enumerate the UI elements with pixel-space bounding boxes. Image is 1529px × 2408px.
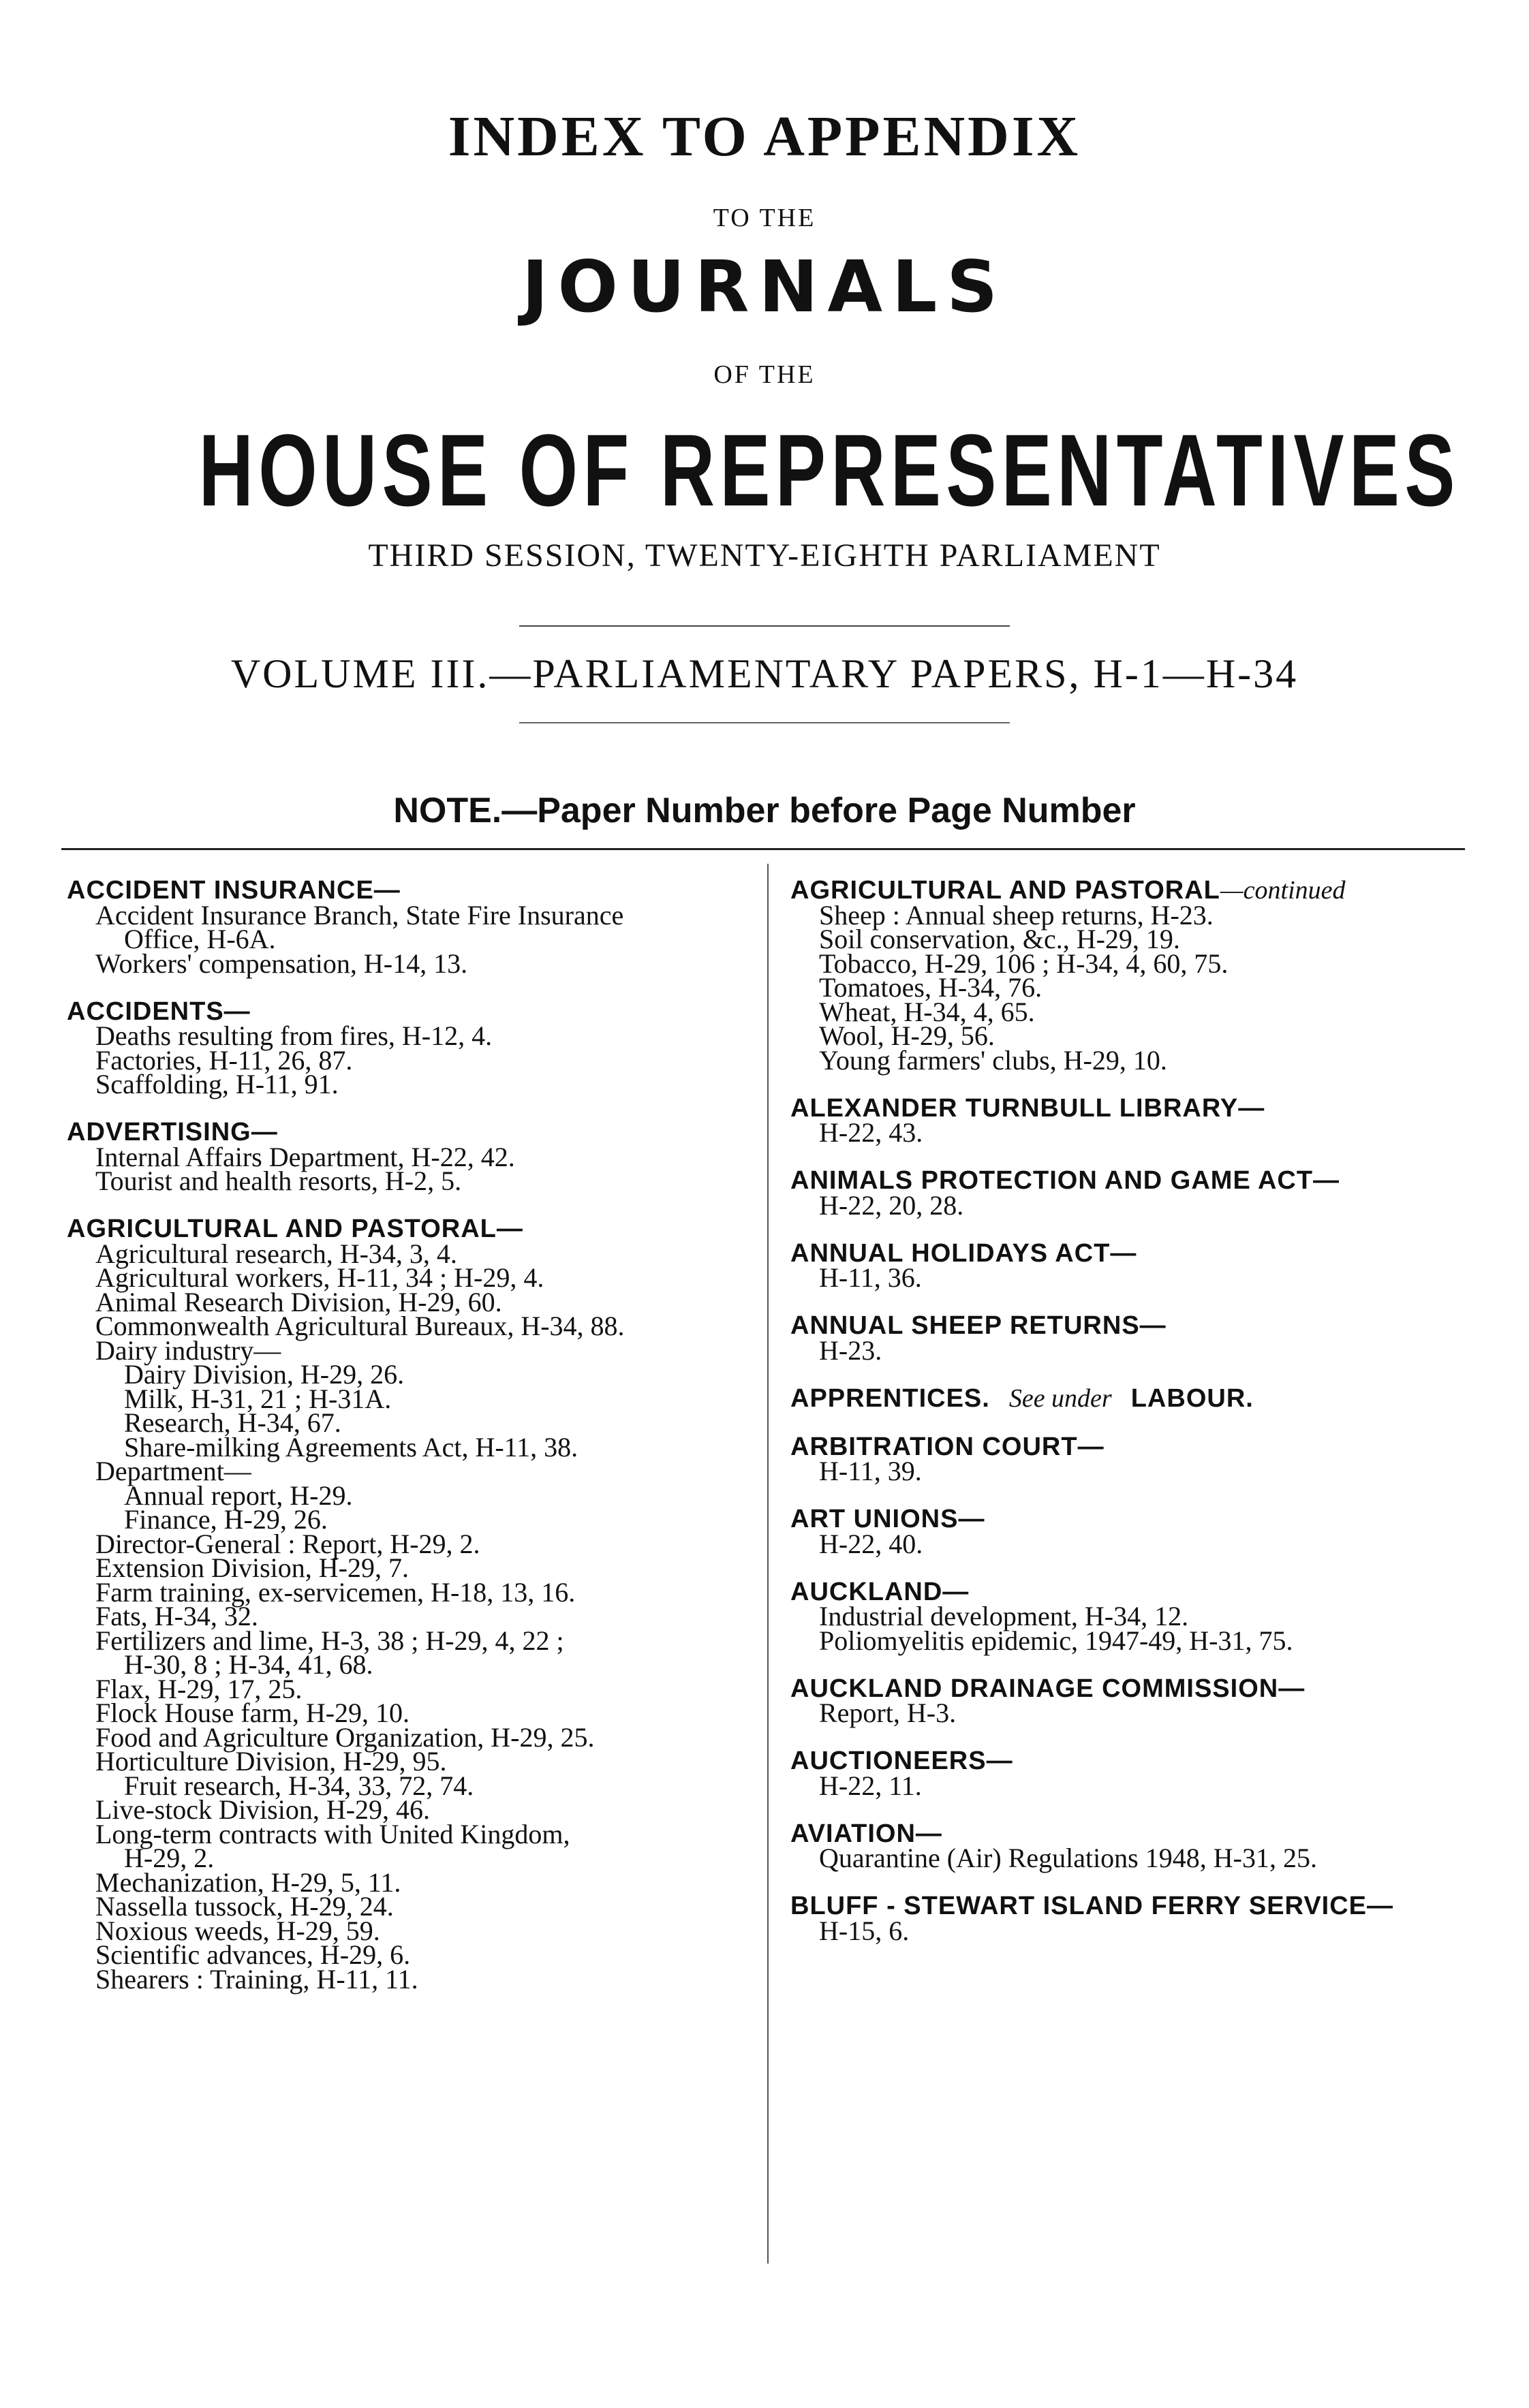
- entry: Noxious weeds, H-29, 59.: [95, 1915, 380, 1946]
- heading-auckland: AUCKLAND—: [790, 1577, 970, 1606]
- heading-accident-insurance: ACCIDENT INSURANCE—: [67, 876, 401, 905]
- entry: H-23.: [819, 1334, 882, 1366]
- entry: Tourist and health resorts, H-2, 5.: [95, 1166, 462, 1196]
- entry: Fats, H-34, 32.: [95, 1601, 258, 1631]
- left-column: [67, 876, 789, 1995]
- entry: Research, H-34, 67.: [124, 1407, 341, 1438]
- entry: Accident Insurance Branch, State Fire Insurance: [95, 899, 624, 931]
- entry: H-22, 40.: [819, 1528, 923, 1559]
- entry: Young farmers' clubs, H-29, 10.: [819, 1044, 1167, 1076]
- entry: Long-term contracts with United Kingdom,: [95, 1818, 570, 1849]
- entry: Industrial development, H-34, 12.: [819, 1601, 1189, 1631]
- heading-arbitration-court: ARBITRATION COURT—: [790, 1432, 1105, 1461]
- heading-annual-holidays: ANNUAL HOLIDAYS ACT—: [790, 1238, 1137, 1268]
- entry: Milk, H-31, 21 ; H-31A.: [124, 1383, 392, 1414]
- entry: Nassella tussock, H-29, 24.: [95, 1891, 394, 1922]
- entry: Commonwealth Agricultural Bureaux, H-34, 88.: [95, 1311, 625, 1341]
- house-title: HOUSE OF REPRESENTATIVES: [198, 413, 1460, 527]
- note-line: NOTE.—Paper Number before Page Number: [393, 791, 1136, 830]
- heading-annual-sheep-returns: ANNUAL SHEEP RETURNS—: [790, 1311, 1167, 1340]
- entry: Quarantine (Air) Regulations 1948, H-31, 25.: [819, 1843, 1317, 1873]
- entry: Extension Division, H-29, 7.: [95, 1552, 409, 1583]
- entry: Wool, H-29, 56.: [819, 1020, 995, 1051]
- heading-bluff-ferry: BLUFF - STEWART ISLAND FERRY SERVICE—: [790, 1892, 1394, 1920]
- heading-advertising: ADVERTISING—: [67, 1118, 278, 1146]
- entry: H-22, 11.: [819, 1770, 922, 1801]
- entry: Fertilizers and lime, H-3, 38 ; H-29, 4, 22 ;: [95, 1625, 564, 1656]
- entry: Animal Research Division, H-29, 60.: [95, 1286, 502, 1317]
- entry: H-22, 43.: [819, 1117, 923, 1148]
- entry: Agricultural research, H-34, 3, 4.: [95, 1238, 457, 1269]
- right-column: [790, 876, 1513, 1946]
- entry: H-29, 2.: [124, 1843, 215, 1873]
- entry: Poliomyelitis epidemic, 1947-49, H-31, 75.: [819, 1625, 1293, 1656]
- entry: Flock House farm, H-29, 10.: [95, 1698, 410, 1728]
- entry: Mechanization, H-29, 5, 11.: [95, 1866, 401, 1898]
- session-line: THIRD SESSION, TWENTY-EIGHTH PARLIAMENT: [368, 537, 1161, 574]
- heading-turnbull-library: ALEXANDER TURNBULL LIBRARY—: [790, 1093, 1265, 1123]
- entry: H-30, 8 ; H-34, 41, 68.: [124, 1649, 373, 1680]
- entry: Report, H-3.: [819, 1698, 957, 1728]
- entry: H-22, 20, 28.: [819, 1189, 964, 1221]
- cross-reference: LABOUR.: [1130, 1383, 1254, 1413]
- entry: Department—: [95, 1456, 251, 1486]
- heading-accidents: ACCIDENTS—: [67, 997, 251, 1026]
- entry: Dairy industry—: [95, 1334, 281, 1366]
- entry: Annual report, H-29.: [124, 1480, 353, 1511]
- entry: Shearers : Training, H-11, 11.: [95, 1963, 418, 1995]
- entry: Office, H-6A.: [124, 924, 276, 954]
- heading-aviation: AVIATION—: [790, 1819, 942, 1848]
- continued-label: —continued: [1220, 876, 1346, 905]
- entry: Scientific advances, H-29, 6.: [95, 1939, 411, 1970]
- see-under-label: See under: [1008, 1383, 1112, 1413]
- entry: Dairy Division, H-29, 26.: [124, 1359, 405, 1390]
- divider-top: [519, 625, 1010, 627]
- entry: Food and Agriculture Organization, H-29, 25.: [95, 1721, 595, 1753]
- volume-line: VOLUME III.—PARLIAMENTARY PAPERS, H-1—H-34: [230, 651, 1299, 696]
- heading-auctioneers: AUCTIONEERS—: [790, 1747, 1013, 1775]
- entry: Agricultural workers, H-11, 34 ; H-29, 4.: [95, 1262, 544, 1293]
- title-to-the: TO THE: [713, 204, 816, 232]
- entry: H-15, 6.: [819, 1915, 910, 1946]
- entry: Wheat, H-34, 4, 65.: [819, 996, 1035, 1027]
- entry: Finance, H-29, 26.: [124, 1504, 328, 1535]
- journals-title: JOURNALS: [521, 245, 1008, 328]
- heading-agricultural: AGRICULTURAL AND PASTORAL—: [67, 1215, 523, 1243]
- entry: Sheep : Annual sheep returns, H-23.: [819, 899, 1214, 931]
- entry: Internal Affairs Department, H-22, 42.: [95, 1141, 515, 1172]
- entry: Deaths resulting from fires, H-12, 4.: [95, 1020, 493, 1051]
- entry: Factories, H-11, 26, 87.: [95, 1044, 353, 1076]
- heading-apprentices: [790, 1383, 1513, 1413]
- index-title: INDEX TO APPENDIX: [448, 105, 1081, 168]
- heading-art-unions: ART UNIONS—: [790, 1505, 985, 1533]
- entry: Soil conservation, &c., H-29, 19.: [819, 924, 1180, 954]
- entry: H-11, 39.: [819, 1456, 922, 1486]
- heading-auckland-drainage: AUCKLAND DRAINAGE COMMISSION—: [790, 1674, 1306, 1703]
- heading-animals-protection: ANIMALS PROTECTION AND GAME ACT—: [790, 1166, 1340, 1195]
- heading-text: APPRENTICES.: [790, 1383, 990, 1413]
- entry: Farm training, ex-servicemen, H-18, 13, 16.: [95, 1576, 576, 1608]
- entry: Flax, H-29, 17, 25.: [95, 1673, 303, 1704]
- entry: H-11, 36.: [819, 1262, 922, 1293]
- entry: Tomatoes, H-34, 76.: [819, 972, 1042, 1003]
- entry: Share-milking Agreements Act, H-11, 38.: [124, 1431, 578, 1463]
- entry: Fruit research, H-34, 33, 72, 74.: [124, 1770, 474, 1801]
- entry: Scaffolding, H-11, 91.: [95, 1069, 339, 1099]
- heading-text: AGRICULTURAL AND PASTORAL: [790, 876, 1220, 905]
- entry: Horticulture Division, H-29, 95.: [95, 1746, 447, 1777]
- divider-middle: [519, 722, 1010, 723]
- divider-index: [61, 848, 1465, 850]
- entry: Workers' compensation, H-14, 13.: [95, 948, 468, 979]
- entry: Live-stock Division, H-29, 46.: [95, 1794, 431, 1825]
- entry: Tobacco, H-29, 106 ; H-34, 4, 60, 75.: [819, 948, 1229, 979]
- entry: Director-General : Report, H-29, 2.: [95, 1528, 480, 1559]
- title-of-the: OF THE: [713, 360, 816, 389]
